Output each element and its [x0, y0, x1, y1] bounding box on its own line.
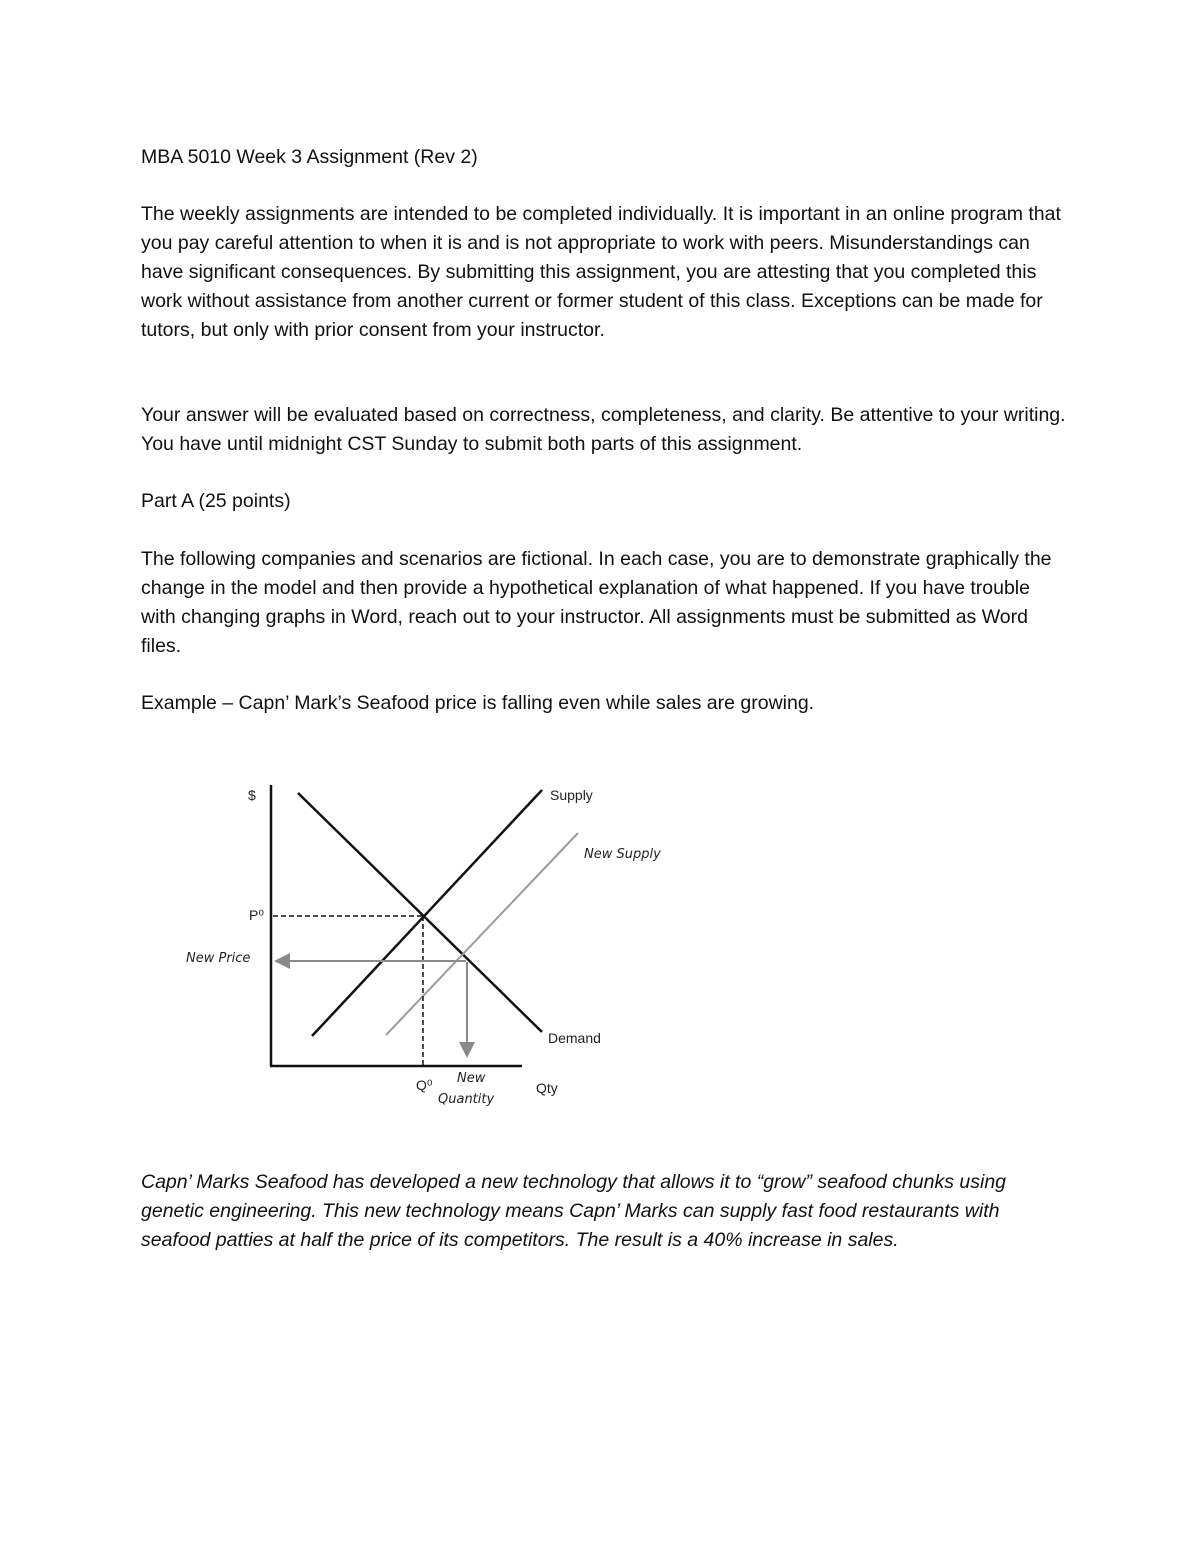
new-supply-curve	[386, 833, 578, 1035]
example-line: Example – Capn’ Mark’s Seafood price is falling even while sales are growing.	[141, 692, 815, 714]
document-title: MBA 5010 Week 3 Assignment (Rev 2)	[141, 146, 478, 168]
new-quantity-label-line1: New	[457, 1071, 486, 1086]
y-axis-label: $	[248, 787, 256, 803]
instructions-paragraph: The weekly assignments are intended to be completed individually. It is important in an online program that you pay careful attention to when it is and is not appropriate to work with peers. Misunderstandings can have significant consequences. By submitting this assignment, you are attesting that you completed this work without assistance from another current or former student of this class. Exceptions can be made for tutors, but only with prior consent from your instructor.	[141, 203, 1061, 341]
scenario-instructions-paragraph: The following companies and scenarios are fictional. In each case, you are to demonstrate graphically the change in the model and then provide a hypothetical explanation of what happened. If you have trouble with changing graphs in Word, reach out to your instructor. All assignments must be submitted as Word files.	[141, 548, 1052, 657]
evaluation-paragraph: Your answer will be evaluated based on correctness, completeness, and clarity. Be attentive to your writing. You have until midnight CST Sunday to submit both parts of this assignment.	[141, 404, 1066, 455]
example-explanation: Capn’ Marks Seafood has developed a new technology that allows it to “grow” seafood chunks using genetic engineering. This new technology means Capn’ Marks can supply fast food restaurants with seafood patties at half the price of its competitors. The result is a 40% increase in sales.	[141, 1171, 1007, 1251]
q0-label: Q⁰	[416, 1077, 433, 1093]
x-axis-label: Qty	[536, 1080, 558, 1096]
new-quantity-label-line2: Quantity	[438, 1092, 495, 1107]
new-supply-label: New Supply	[584, 847, 661, 862]
supply-demand-diagram	[170, 770, 690, 1120]
demand-label: Demand	[548, 1030, 601, 1046]
p0-label: P⁰	[249, 907, 264, 923]
part-a-heading: Part A (25 points)	[141, 490, 291, 512]
supply-label: Supply	[550, 787, 593, 803]
new-price-label: New Price	[186, 951, 251, 966]
